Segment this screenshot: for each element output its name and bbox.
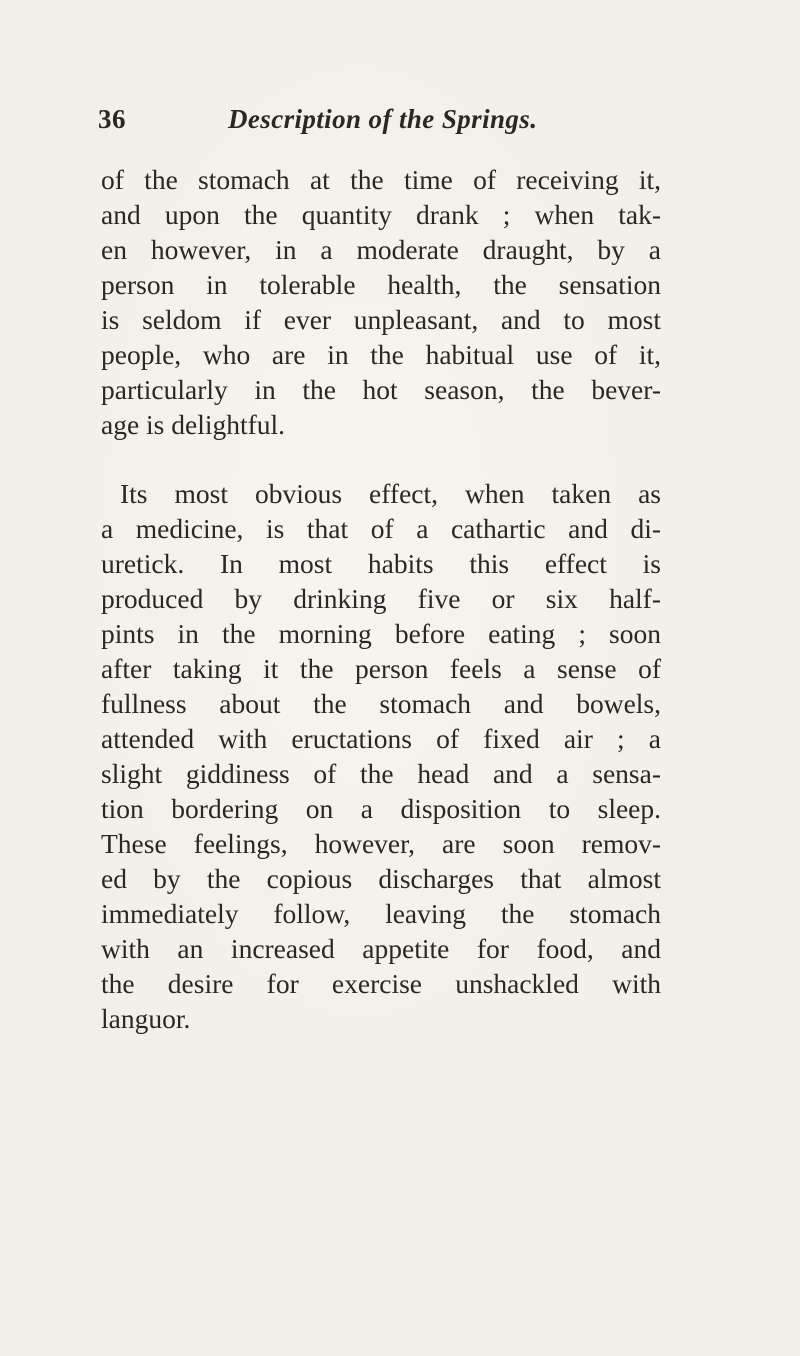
text-line: person in tolerable health, the sensation [101, 269, 661, 300]
text-line: with an increased appetite for food, and [101, 933, 661, 964]
text-line: uretick. In most habits this effect is [101, 548, 661, 579]
text-line: of the stomach at the time of receiving it, [101, 164, 661, 195]
paragraph-1 [101, 162, 661, 442]
text-line: immediately follow, leaving the stomach [101, 898, 661, 929]
text-line: Its most obvious effect, when taken as [120, 478, 661, 509]
text-line: en however, in a moderate draught, by a [101, 234, 661, 265]
page-number: 36 [98, 104, 126, 134]
text-line: pints in the morning before eating ; soon [101, 618, 661, 649]
text-line: produced by drinking five or six half- [101, 583, 661, 614]
text-line: people, who are in the habitual use of it, [101, 339, 661, 370]
text-line: after taking it the person feels a sense of [101, 653, 661, 684]
text-line: ed by the copious discharges that almost [101, 863, 661, 894]
text-line: particularly in the hot season, the bever- [101, 374, 661, 405]
text-line: the desire for exercise unshackled with [101, 968, 661, 999]
text-line: slight giddiness of the head and a sensa- [101, 758, 661, 789]
running-head: Description of the Springs. [228, 104, 538, 134]
page-header [98, 104, 658, 144]
paragraph-2 [101, 476, 661, 1036]
text-line: is seldom if ever unpleasant, and to most [101, 304, 661, 335]
text-line: a medicine, is that of a cathartic and di- [101, 513, 661, 544]
body-text [101, 162, 661, 1036]
text-line: tion bordering on a disposition to sleep. [101, 793, 661, 824]
text-line: age is delightful. [101, 409, 286, 440]
text-line: attended with eructations of fixed air ; a [101, 723, 661, 754]
text-line: languor. [101, 1003, 191, 1034]
paragraph-gap [101, 442, 661, 476]
text-line: fullness about the stomach and bowels, [101, 688, 661, 719]
text-line: These feelings, however, are soon remov- [101, 828, 661, 859]
text-line: and upon the quantity drank ; when tak- [101, 199, 661, 230]
